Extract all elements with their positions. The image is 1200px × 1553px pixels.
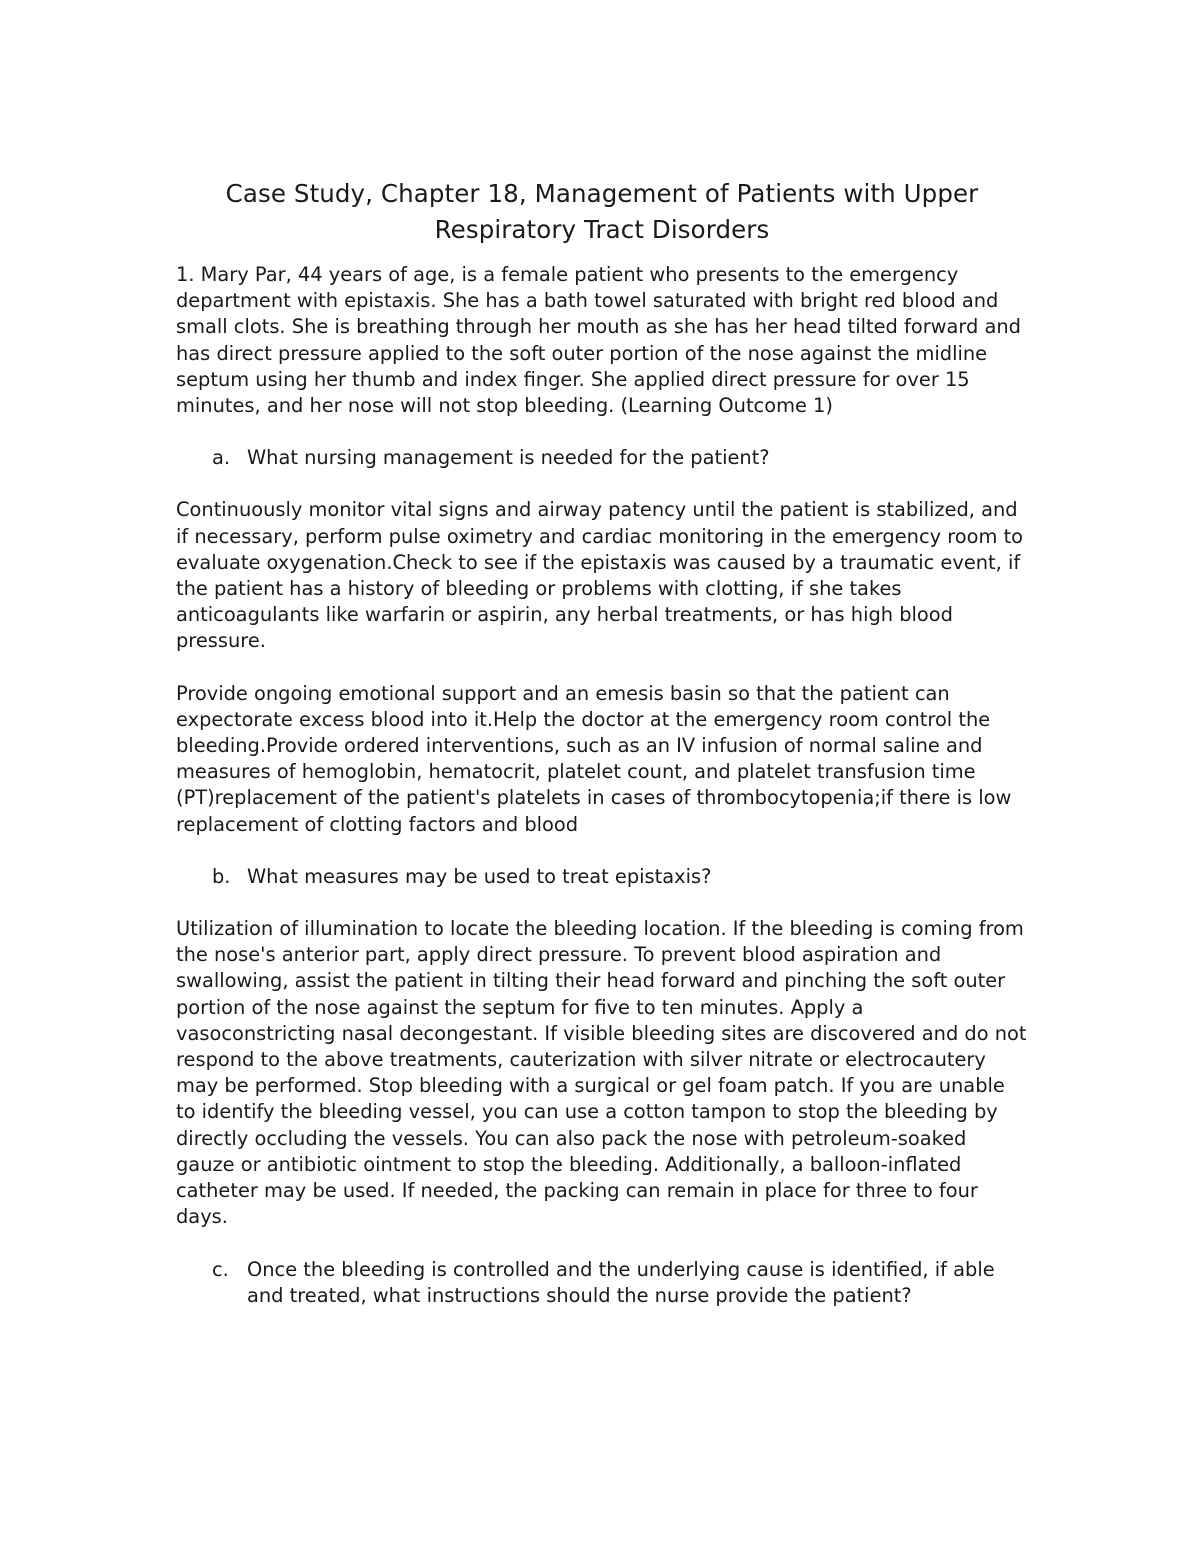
case-intro-paragraph: 1. Mary Par, 44 years of age, is a female patient who presents to the emergency department with epistaxis. She has a bath towel saturated with bright red blood and small clots. She is breathing through her mouth as she has her head tilted forward and has direct pressure applied to the soft outer portion of the nose against the midline septum using her thumb and index finger. She applied direct pressure for over 15 minutes, and her nose will not stop bleeding. (Learning Outcome 1) xyxy=(176,263,1021,418)
answer-a-paragraph-2: Provide ongoing emotional support and an emesis basin so that the patient can expectorate excess blood into it.Help the doctor at the emergency room control the bleeding.Provide ordered interventions, such as an IV infusion of normal saline and measures of hemoglobin, hematocrit, platelet count, and platelet transfusion time (PT)replacement of the patient's platelets in cases of thrombocytopenia;if there is low replacement of clotting factors and blood xyxy=(176,681,1012,836)
document-title: Case Study, Chapter 18, Management of Patients with Upper Respiratory Tract Disorders xyxy=(225,179,979,244)
question-b-letter: b. xyxy=(212,864,231,888)
question-a-text: What nursing management is needed for the patient? xyxy=(247,446,770,470)
question-a xyxy=(176,445,1028,471)
question-c-letter: c. xyxy=(212,1257,229,1281)
answer-b-paragraph: Utilization of illumination to locate the bleeding location. If the bleeding is coming from the nose's anterior part, apply direct pressure. To prevent blood aspiration and swallowing, assist the patient in tilting their head forward and pinching the soft outer portion of the nose against the septum for five to ten minutes. Apply a vasoconstricting nasal decongestant. If visible bleeding sites are discovered and do not respond to the above treatments, cauterization with silver nitrate or electrocautery may be performed. Stop bleeding with a surgical or gel foam patch. If you are unable to identify the bleeding vessel, you can use a cotton tampon to stop the bleeding by directly occluding the vessels. You can also pack the nose with petroleum-soaked gauze or antibiotic ointment to stop the bleeding. Additionally, a balloon-inflated catheter may be used. If needed, the packing can remain in place for three to four days. xyxy=(176,917,1027,1229)
answer-a-paragraph-1: Continuously monitor vital signs and airway patency until the patient is stabilized, and if necessary, perform pulse oximetry and cardiac monitoring in the emergency room to evaluate oxygenation.Check to see if the epistaxis was caused by a traumatic event, if the patient has a history of bleeding or problems with clotting, if she takes anticoagulants like warfarin or aspirin, any herbal treatments, or has high blood pressure. xyxy=(176,498,1024,653)
document-page xyxy=(176,176,1028,1335)
question-c-text: Once the bleeding is controlled and the underlying cause is identified, if able and treated, what instructions should the nurse provide the patient? xyxy=(247,1257,995,1307)
question-c xyxy=(176,1257,1028,1309)
question-b-text: What measures may be used to treat epistaxis? xyxy=(247,864,712,888)
question-b xyxy=(176,864,1028,890)
question-a-letter: a. xyxy=(212,446,231,470)
